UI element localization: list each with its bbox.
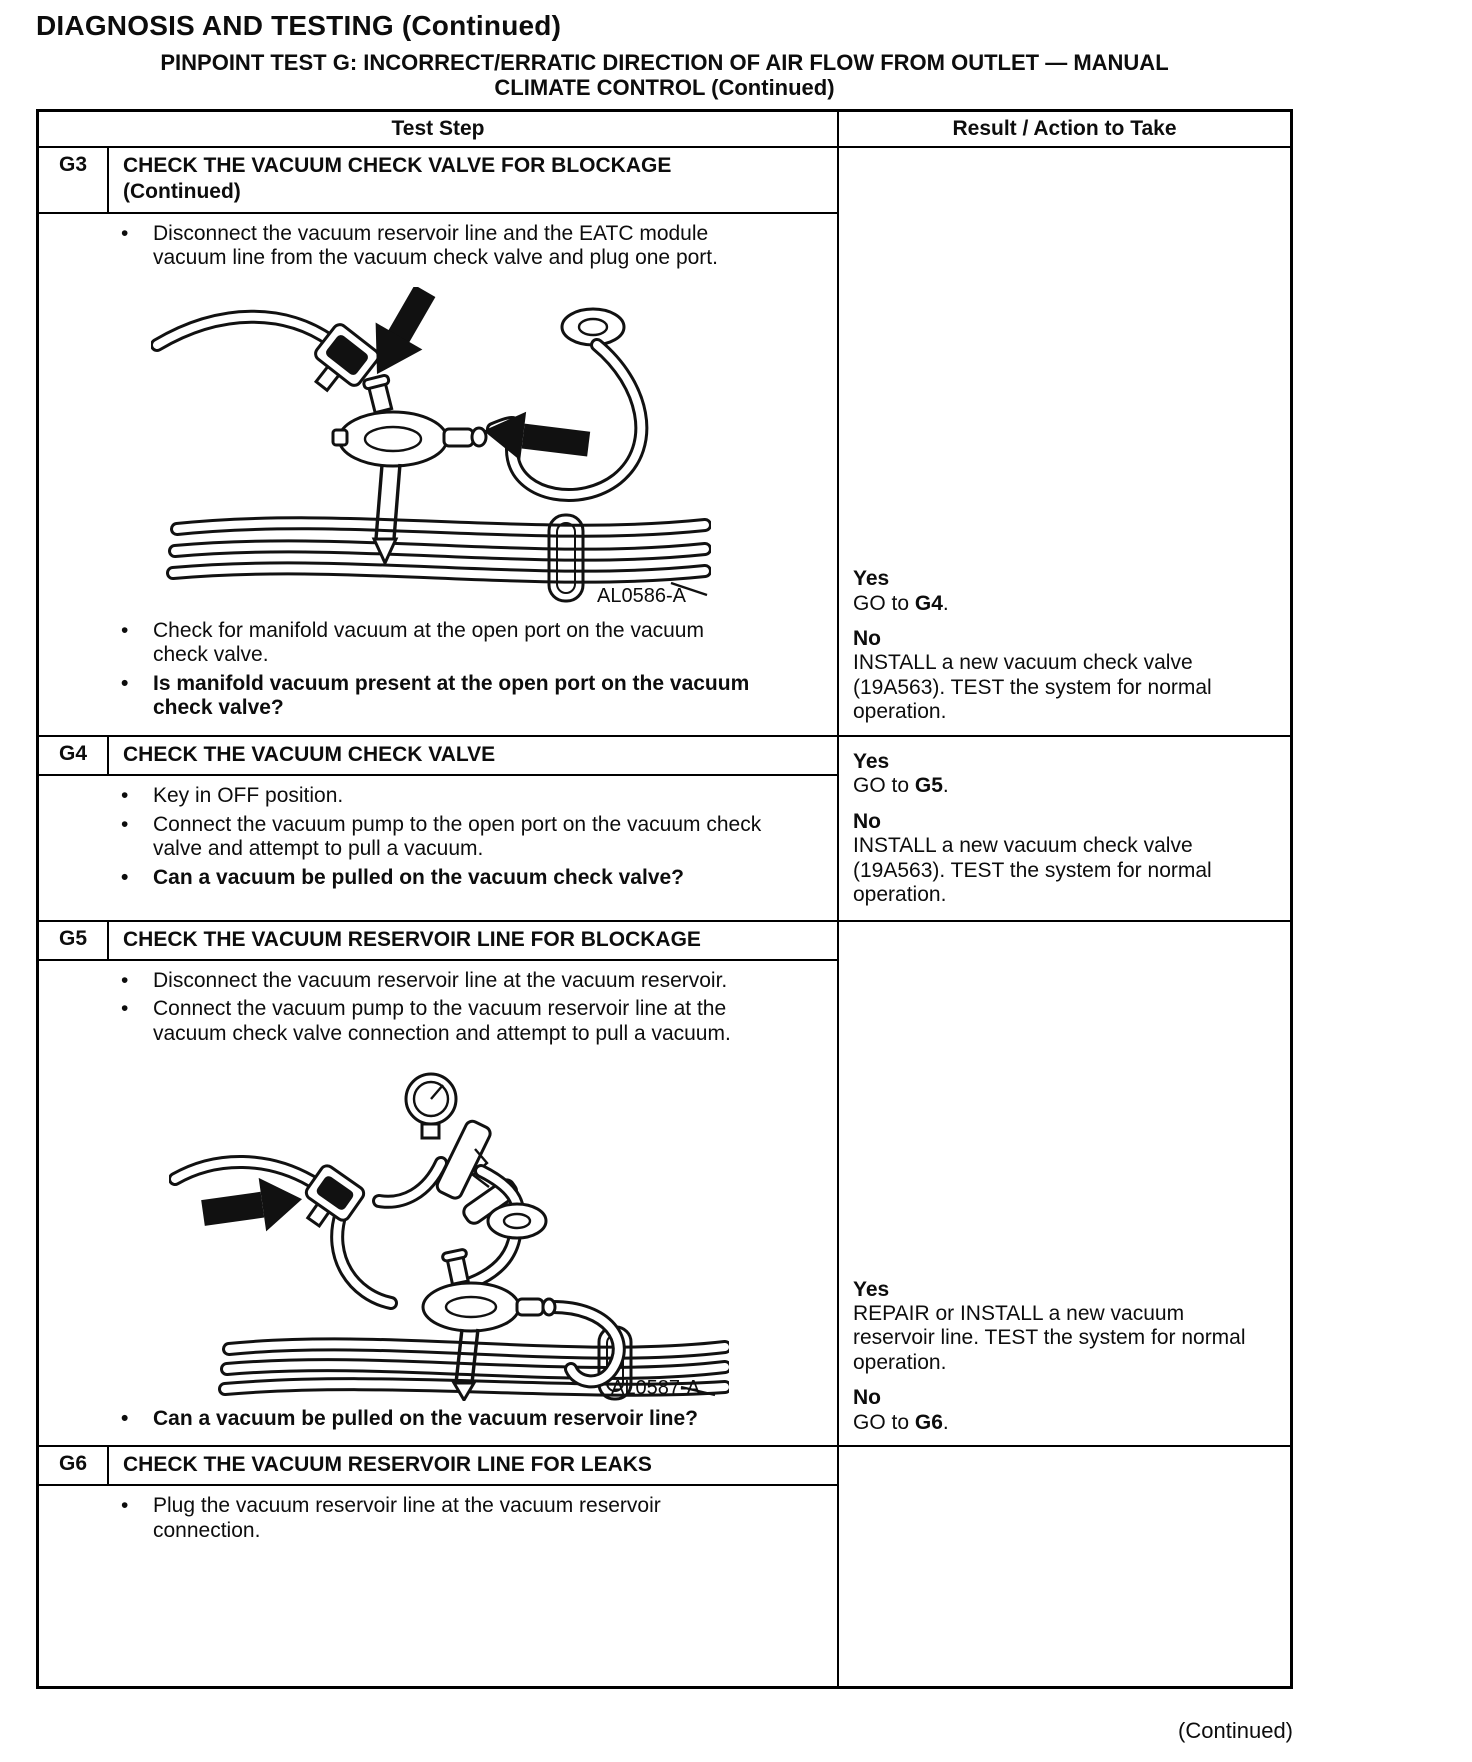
- step-row-g4: [39, 737, 1290, 922]
- step-bullets: [39, 1407, 837, 1432]
- hose-loop-art: [493, 309, 641, 495]
- step-title: [109, 922, 837, 959]
- test-step-cell: [39, 148, 839, 735]
- step-title-text: CHECK THE VACUUM RESERVOIR LINE FOR LEAKS: [123, 1453, 652, 1477]
- figure-al0587: [169, 1061, 729, 1401]
- result-cell: [839, 1447, 1290, 1686]
- step-bullets: [39, 969, 837, 1047]
- step-title: [109, 737, 837, 774]
- step-bullets: [39, 784, 837, 890]
- step-body: [39, 214, 837, 735]
- vacuum-pump-test-illustration: [169, 1061, 729, 1401]
- arrow-right-icon: [199, 1172, 306, 1239]
- bullet-item: • Plug the vacuum reservoir line at the vacuum reservoir connection.: [39, 1494, 837, 1543]
- step-title-text: CHECK THE VACUUM CHECK VALVE FOR BLOCKAGE: [123, 154, 672, 178]
- step-title-text: CHECK THE VACUUM CHECK VALVE: [123, 743, 496, 767]
- pinpoint-test-table: [36, 109, 1293, 1689]
- bullet-item: • Key in OFF position.: [39, 784, 837, 809]
- subtitle-line1: PINPOINT TEST G: INCORRECT/ERRATIC DIRECTION OF AIR FLOW FROM OUTLET — MANUAL: [160, 50, 1169, 75]
- result-no: [853, 1385, 1264, 1435]
- bullet-item: • Connect the vacuum pump to the vacuum reservoir line at the vacuum check valve connection and attempt to pull a vacuum.: [39, 997, 837, 1046]
- bullet-item: • Disconnect the vacuum reservoir line at the vacuum reservoir.: [39, 969, 837, 994]
- result-yes: [853, 1277, 1264, 1376]
- bullet-item: • Check for manifold vacuum at the open port on the vacuum check valve.: [39, 619, 837, 668]
- step-header: [39, 737, 837, 776]
- bullet-item-question: • Can a vacuum be pulled on the vacuum check valve?: [39, 866, 837, 891]
- result-heading: No: [853, 809, 881, 833]
- column-header-result-action: Result / Action to Take: [952, 117, 1177, 141]
- step-row-g3: [39, 148, 1290, 737]
- result-heading: Yes: [853, 750, 890, 774]
- page-continued-note: (Continued): [1178, 1718, 1293, 1743]
- bullet-item: • Disconnect the vacuum reservoir line and the EATC module vacuum line from the vacuum check valve and plug one port.: [39, 222, 837, 271]
- subtitle-line2: CLIMATE CONTROL (Continued): [494, 75, 835, 101]
- figure-al0586: [151, 287, 711, 613]
- column-header-test-step: Test Step: [39, 112, 839, 146]
- result-cell: [839, 922, 1290, 1446]
- step-body: [39, 1486, 837, 1686]
- figure-label: AL0587-A: [611, 1376, 700, 1399]
- vacuum-check-valve-illustration: [151, 287, 711, 613]
- result-heading: No: [853, 1386, 881, 1410]
- step-bullets: [39, 222, 837, 271]
- table-header-row: [39, 112, 1290, 148]
- result-body: GO to G5.: [853, 774, 949, 798]
- result-body: INSTALL a new vacuum check valve (19A563). TEST the system for normal operation.: [853, 651, 1212, 724]
- vacuum-pump-art: [406, 1074, 520, 1226]
- test-step-cell: [39, 922, 839, 1446]
- step-id: G5: [39, 922, 109, 959]
- step-id: G3: [39, 148, 109, 212]
- step-title-text: CHECK THE VACUUM RESERVOIR LINE FOR BLOCKAGE: [123, 927, 701, 951]
- step-body: [39, 961, 837, 1445]
- result-body: GO to G4.: [853, 591, 949, 615]
- step-header: [39, 148, 837, 214]
- result-no: [853, 626, 1264, 725]
- page-title: DIAGNOSIS AND TESTING (Continued): [36, 10, 562, 41]
- arrow-left-icon: [480, 407, 591, 469]
- step-body: [39, 776, 837, 919]
- result-heading: Yes: [853, 1277, 890, 1301]
- test-step-cell: [39, 1447, 839, 1686]
- bullet-item: • Connect the vacuum pump to the open port on the vacuum check valve and attempt to pull a vacuum.: [39, 813, 837, 862]
- step-id: G6: [39, 1447, 109, 1484]
- step-title: [109, 1447, 837, 1484]
- step-id: G4: [39, 737, 109, 774]
- result-cell: [839, 737, 1290, 920]
- result-body: REPAIR or INSTALL a new vacuum reservoir line. TEST the system for normal operation.: [853, 1301, 1246, 1374]
- hose-and-elbow-art: [157, 317, 381, 403]
- step-bullets: [39, 619, 837, 721]
- test-step-cell: [39, 737, 839, 920]
- result-heading: No: [853, 627, 881, 651]
- step-title-continued: (Continued): [123, 180, 241, 204]
- result-cell: [839, 148, 1290, 735]
- bullet-item-question: • Is manifold vacuum present at the open port on the vacuum check valve?: [39, 672, 837, 721]
- step-row-g5: [39, 922, 1290, 1448]
- pinpoint-test-subtitle: [36, 50, 1293, 100]
- grommet-art: [488, 1204, 546, 1238]
- result-body: GO to G6.: [853, 1410, 949, 1434]
- bullet-item-question: • Can a vacuum be pulled on the vacuum reservoir line?: [39, 1407, 837, 1432]
- step-bullets: [39, 1494, 837, 1543]
- result-yes: [853, 566, 1264, 616]
- result-no: [853, 809, 1264, 908]
- result-heading: Yes: [853, 567, 890, 591]
- step-header: [39, 922, 837, 961]
- result-yes: [853, 749, 1264, 799]
- result-body: INSTALL a new vacuum check valve (19A563). TEST the system for normal operation.: [853, 833, 1212, 907]
- step-header: [39, 1447, 837, 1486]
- step-title: [109, 148, 837, 212]
- step-row-g6: [39, 1447, 1290, 1686]
- figure-label: AL0586-A: [597, 584, 686, 607]
